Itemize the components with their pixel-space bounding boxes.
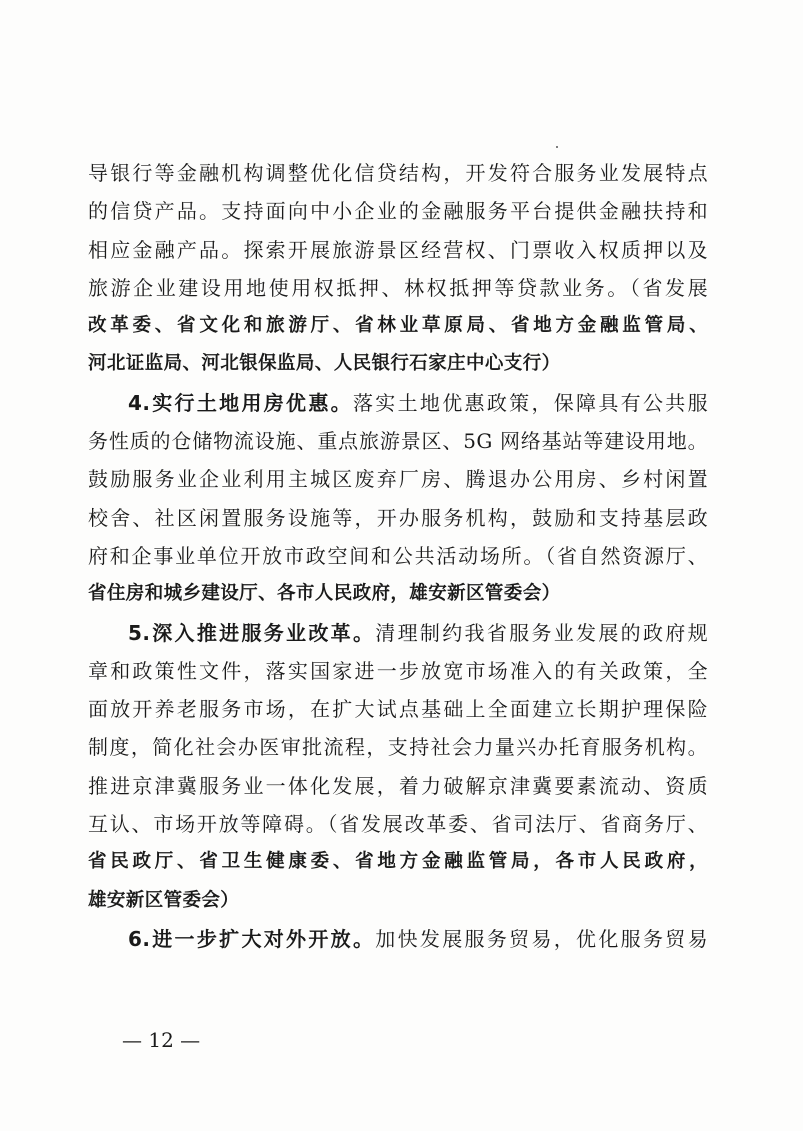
- line-text: 省住房和城乡建设厅、各市人民政府，雄安新区管委会）: [88, 583, 561, 605]
- line-text: 府和企事业单位开放市政空间和公共活动场所。（省自然资源厅、: [88, 543, 708, 568]
- text-line: [88, 231, 708, 269]
- text-line: [88, 767, 708, 805]
- text-line: [88, 307, 708, 345]
- text-line: [88, 575, 708, 613]
- text-line: [88, 652, 708, 690]
- text-line: [88, 345, 708, 383]
- text-line: [88, 422, 708, 460]
- text-line: [88, 460, 708, 498]
- line-text: 制度，简化社会办医审批流程，支持社会力量兴办托育服务机构。: [88, 735, 708, 760]
- line-text: 导银行等金融机构调整优化信贷结构，开发符合服务业发展特点: [88, 161, 708, 185]
- line-text: 清理制约我省服务业发展的政府规: [375, 620, 708, 645]
- line-text: 改革委、省文化和旅游厅、省林业草原局、省地方金融监管局、: [88, 315, 708, 337]
- text-line: [88, 728, 708, 766]
- text-line: [88, 499, 708, 537]
- line-text: 鼓励服务业企业利用主城区废弃厂房、腾退办公用房、乡村闲置: [88, 467, 708, 492]
- line-text: 章和政策性文件，落实国家进一步放宽市场准入的有关政策，全: [88, 658, 708, 683]
- line-text: 河北证监局、河北银保监局、人民银行石家庄中心支行）: [88, 353, 561, 375]
- text-line: [88, 537, 708, 575]
- text-line: [88, 805, 708, 843]
- text-line: [88, 843, 708, 881]
- text-line: [88, 154, 708, 192]
- text-line: [88, 269, 708, 307]
- line-text: 相应金融产品。探索开展旅游景区经营权、门票收入权质押以及: [88, 237, 708, 262]
- line-text: 推进京津冀服务业一体化发展，着力破解京津冀要素流动、资质: [88, 773, 708, 798]
- scan-speck: [556, 146, 558, 148]
- line-text: 面放开养老服务市场，在扩大试点基础上全面建立长期护理保险: [88, 697, 708, 722]
- text-line: [88, 614, 708, 652]
- text-line: [88, 920, 708, 958]
- page-number: — 12 —: [122, 1028, 201, 1052]
- line-text: 落实土地优惠政策，保障具有公共服: [352, 390, 708, 415]
- line-text: 旅游企业建设用地使用权抵押、林权抵押等贷款业务。（省发展: [88, 275, 708, 300]
- line-text: 雄安新区管委会）: [88, 889, 240, 911]
- document-body: [88, 154, 708, 958]
- line-text: 的信贷产品。支持面向中小企业的金融服务平台提供金融扶持和: [88, 199, 708, 224]
- section-heading: 4.实行土地用房优惠。: [128, 390, 353, 415]
- section-heading: 5.深入推进服务业改革。: [128, 620, 376, 645]
- line-text: 务性质的仓储物流设施、重点旅游景区、5G 网络基站等建设用地。: [88, 429, 708, 454]
- line-text: 校舍、社区闲置服务设施等，开办服务机构，鼓励和支持基层政: [88, 505, 708, 530]
- line-text: 加快发展服务贸易，优化服务贸易: [375, 926, 708, 951]
- text-line: [88, 690, 708, 728]
- text-line: [88, 882, 708, 920]
- text-line: [88, 384, 708, 422]
- section-heading: 6.进一步扩大对外开放。: [128, 926, 376, 951]
- text-line: [88, 192, 708, 230]
- line-text: 省民政厅、省卫生健康委、省地方金融监管局，各市人民政府，: [88, 851, 708, 873]
- line-text: 互认、市场开放等障碍。（省发展改革委、省司法厅、省商务厅、: [88, 812, 708, 837]
